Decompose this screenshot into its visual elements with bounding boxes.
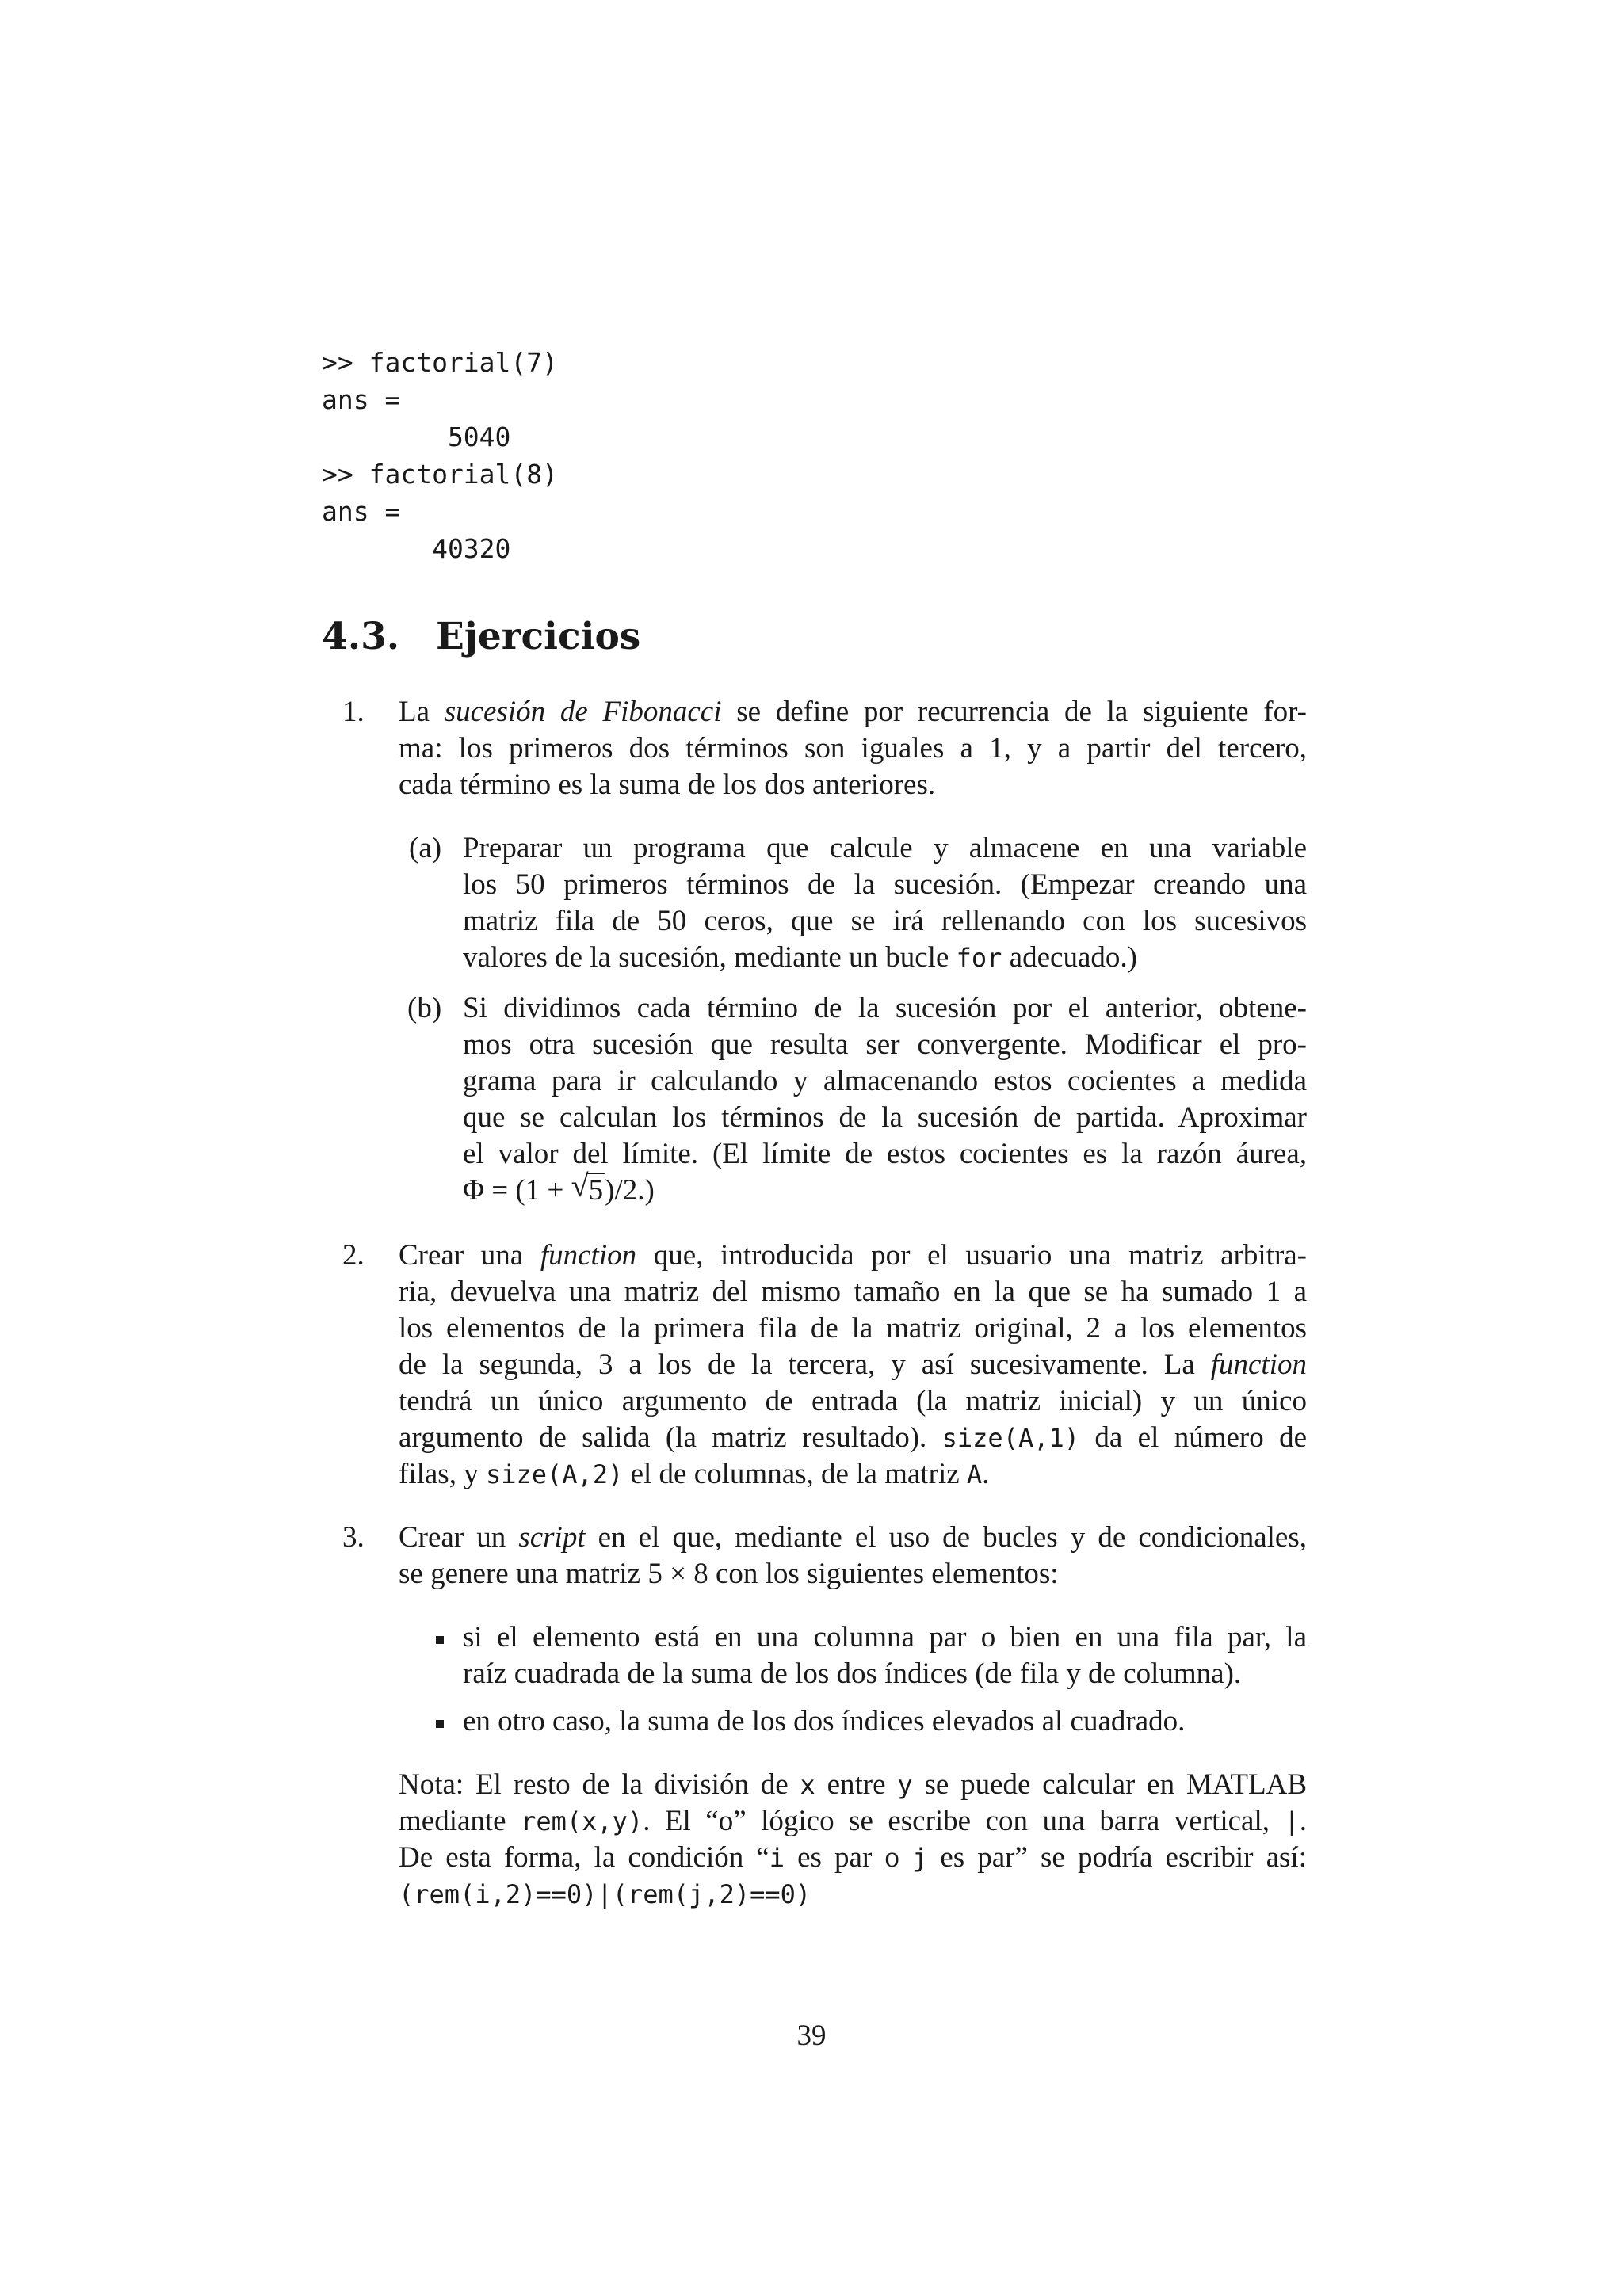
text-run: se puede calcular en MATLAB: [912, 1768, 1308, 1801]
text-run: el de columnas, de la matriz: [623, 1458, 967, 1490]
subitem-label: (b): [407, 992, 442, 1024]
text-run: es par o: [785, 1841, 912, 1874]
code-line: >> factorial(8): [322, 459, 559, 490]
text-line: Si dividimos cada término de la sucesión por el anterior, obtene-: [463, 992, 1307, 1024]
square-root: [571, 1168, 605, 1209]
code-line: 40320: [322, 533, 511, 564]
text-run: argumento de salida (la matriz resultado).: [399, 1421, 942, 1454]
radical-sign: √: [571, 1168, 589, 1203]
section-heading: [322, 615, 640, 658]
text-run: entre: [815, 1768, 898, 1801]
code-line: >> factorial(7): [322, 347, 559, 378]
text-run: Crear un: [399, 1521, 519, 1554]
emphasis-text: function: [540, 1239, 637, 1272]
inline-code: i: [769, 1843, 785, 1873]
text-run: .: [982, 1458, 990, 1490]
exercise-number: 1.: [342, 696, 365, 728]
text-run: en el que, mediante el uso de bucles y de condicionales,: [585, 1521, 1307, 1554]
subitem-label: (a): [409, 832, 442, 864]
page-number: 39: [796, 2019, 827, 2052]
text-line: ria, devuelva una matriz del mismo tamaño en la que se ha sumado 1 a: [399, 1276, 1307, 1308]
inline-code: for: [956, 943, 1002, 973]
text-line: si el elemento está en una columna par o bien en una fila par, la: [463, 1621, 1307, 1653]
inline-code: x: [800, 1770, 815, 1800]
bullet-item-2: [463, 1703, 1307, 1740]
inline-code: |: [1284, 1806, 1300, 1836]
text-line: ma: los primeros dos términos son iguales a 1, y a partir del tercero,: [399, 732, 1307, 765]
text-run: es par” se podría escribir así:: [927, 1841, 1307, 1874]
text-line: raíz cuadrada de la suma de los dos índices (de fila y de columna).: [463, 1657, 1242, 1690]
inline-code: j: [911, 1843, 928, 1873]
section-title: Ejercicios: [436, 615, 641, 658]
text-run: Nota: El resto de la división de: [399, 1768, 800, 1801]
text-run: filas, y: [399, 1458, 486, 1490]
text-run: de la segunda, 3 a los de la tercera, y así sucesivamente. La: [399, 1348, 1211, 1381]
exercise-number: 2.: [342, 1239, 365, 1272]
text-run: da el número de: [1079, 1421, 1307, 1454]
code-line: ans =: [322, 384, 401, 415]
text-run: . El “o” lógico se escribe con una barra vertical,: [643, 1805, 1285, 1837]
text-line: el valor del límite. (El límite de estos cocientes es la razón áurea,: [463, 1138, 1307, 1170]
exercise-1-text: [399, 694, 1307, 803]
inline-code: (rem(i,2)==0)|(rem(j,2)==0): [399, 1879, 812, 1909]
emphasis-text: script: [518, 1521, 586, 1554]
exercise-2-text: [399, 1238, 1307, 1493]
text-run: La: [399, 696, 445, 728]
code-line: 5040: [322, 421, 511, 452]
bullet-item-1: [463, 1619, 1307, 1692]
text-line: grama para ir calculando y almacenando estos cocientes a medida: [463, 1065, 1307, 1097]
text-line: que se calculan los términos de la sucesión de partida. Aproximar: [463, 1101, 1307, 1134]
inline-code: size(A,1): [941, 1423, 1080, 1453]
exercise-number: 3.: [342, 1521, 365, 1554]
text-line: tendrá un único argumento de entrada (la matriz inicial) y un único: [399, 1385, 1307, 1417]
text-line: se genere una matriz 5 × 8 con los siguientes elementos:: [399, 1558, 1059, 1590]
exercise-3-note: [399, 1767, 1307, 1913]
section-number: 4.3.: [322, 615, 400, 658]
matlab-code-block: [322, 344, 558, 567]
code-line: ans =: [322, 496, 401, 527]
inline-code: size(A,2): [485, 1459, 624, 1489]
text-line: los elementos de la primera fila de la matriz original, 2 a los elementos: [399, 1312, 1307, 1344]
text-run: Crear una: [399, 1239, 540, 1272]
exercise-3-text: [399, 1520, 1307, 1592]
text-line: matriz fila de 50 ceros, que se irá rellenando con los sucesivos: [463, 905, 1307, 937]
text-run: que, introducida por el usuario una matriz arbitra-: [636, 1239, 1308, 1272]
inline-code: A: [966, 1459, 983, 1489]
text-run: adecuado.): [1002, 941, 1137, 974]
text-run: mediante: [399, 1805, 521, 1837]
text-line: en otro caso, la suma de los dos índices elevados al cuadrado.: [463, 1705, 1186, 1737]
text-run: )/2.): [605, 1174, 655, 1207]
emphasis-text: function: [1210, 1348, 1307, 1381]
text-run: Φ = (1 +: [463, 1174, 571, 1207]
text-line: mos otra sucesión que resulta ser convergente. Modificar el pro-: [463, 1028, 1307, 1061]
emphasis-text: sucesión de Fibonacci: [444, 696, 722, 728]
bullet-marker: [436, 1720, 444, 1728]
text-run: De esta forma, la condición “: [399, 1841, 769, 1874]
radicand: 5: [588, 1174, 604, 1207]
text-run: .: [1299, 1805, 1307, 1837]
subitem-a-text: [463, 830, 1307, 976]
inline-code: rem(x,y): [521, 1806, 643, 1836]
text-line: cada término es la suma de los dos anteriores.: [399, 769, 936, 801]
text-line: los 50 primeros términos de la sucesión. (Empezar creando una: [463, 868, 1307, 901]
text-run: valores de la sucesión, mediante un bucle: [463, 941, 957, 974]
subitem-b-text: [463, 990, 1307, 1209]
text-run: se define por recurrencia de la siguiente for-: [721, 696, 1307, 728]
inline-code: y: [897, 1770, 913, 1800]
bullet-marker: [436, 1636, 444, 1644]
text-line: Preparar un programa que calcule y almacene en una variable: [463, 832, 1307, 864]
